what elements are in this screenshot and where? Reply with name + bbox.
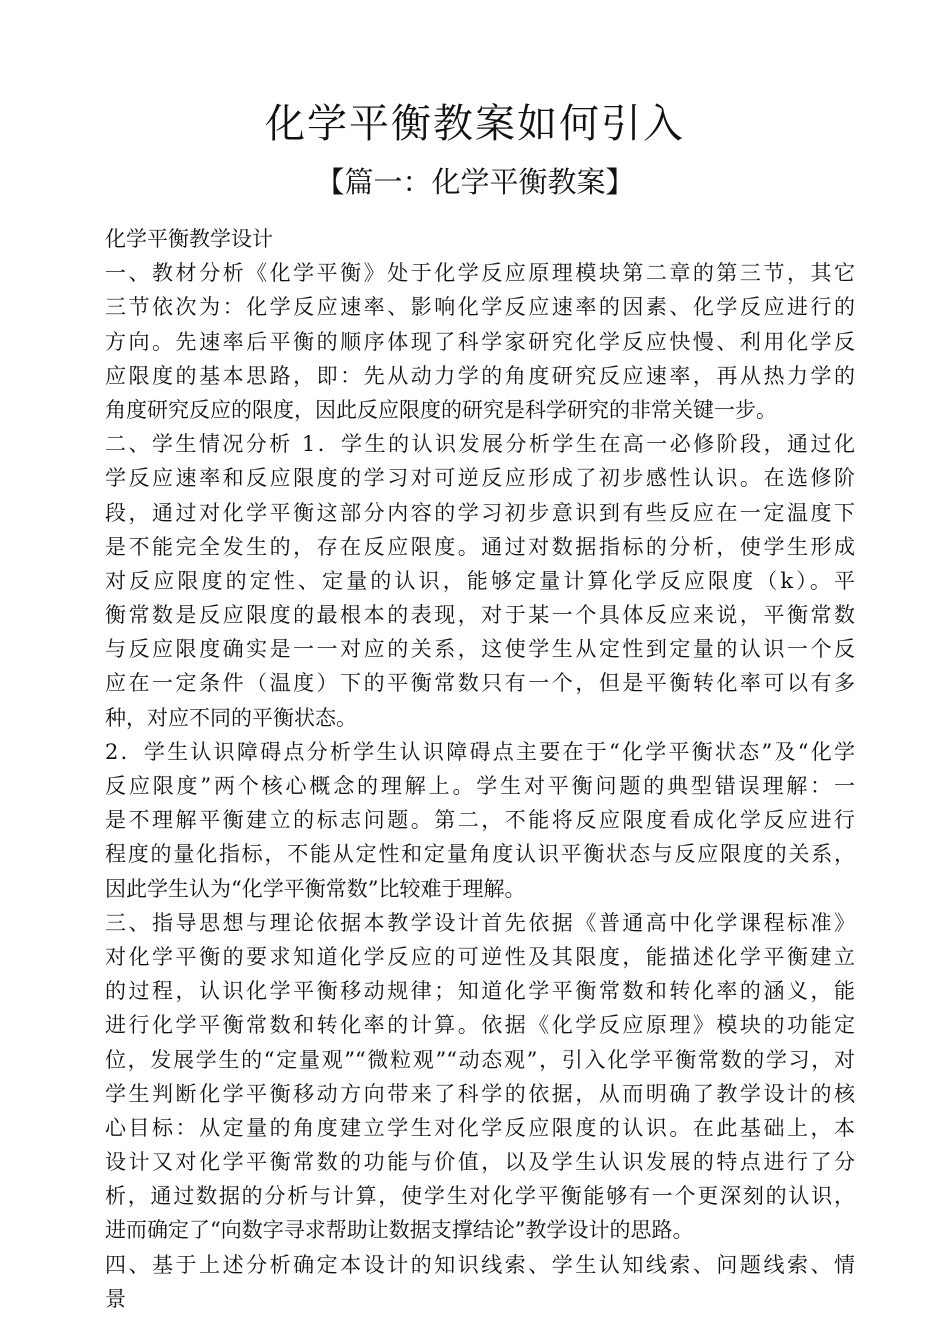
body-line: 程度的量化指标，不能从定性和定量角度认识平衡状态与反应限度的关系，: [105, 842, 855, 867]
body-line: 角度研究反应的限度，因此反应限度的研究是科学研究的非常关键一步。: [105, 397, 777, 422]
document-title: 化学平衡教案如何引入: [265, 101, 685, 147]
body-line: 与反应限度确实是一一对应的关系，这使学生从定性到定量的认识一个反: [105, 637, 855, 662]
body-line: 进而确定了“向数字寻求帮助让数据支撑结论”教学设计的思路。: [105, 1218, 694, 1243]
body-line: 心目标：从定量的角度建立学生对化学反应限度的认识。在此基础上，本: [105, 1115, 855, 1140]
body-line: 应限度的基本思路，即：先从动力学的角度研究反应速率，再从热力学的: [105, 363, 855, 388]
body-line: 景: [105, 1286, 126, 1311]
body-line: 衡常数是反应限度的最根本的表现，对于某一个具体反应来说，平衡常数: [105, 603, 855, 628]
body-line: 应在一定条件（温度）下的平衡常数只有一个，但是平衡转化率可以有多: [105, 671, 855, 696]
body-line: 进行化学平衡常数和转化率的计算。依据《化学反应原理》模块的功能定: [105, 1013, 855, 1038]
body-line: 学反应速率和反应限度的学习对可逆反应形成了初步感性认识。在选修阶: [105, 466, 855, 491]
body-line: 四、基于上述分析确定本设计的知识线索、学生认知线索、问题线索、情: [105, 1252, 855, 1277]
body-line: 设计又对化学平衡常数的功能与价值，以及学生认识发展的特点进行了分: [105, 1150, 855, 1175]
document-subtitle: 【篇一：化学平衡教案】: [315, 165, 635, 199]
body-line: 学生判断化学平衡移动方向带来了科学的依据，从而明确了教学设计的核: [105, 1081, 855, 1106]
body-line: 对化学平衡的要求知道化学反应的可逆性及其限度，能描述化学平衡建立: [105, 944, 855, 969]
body-line: 的过程，认识化学平衡移动规律；知道化学平衡常数和转化率的涵义，能: [105, 979, 855, 1004]
body-line: 三、指导思想与理论依据本教学设计首先依据《普通高中化学课程标准》: [105, 910, 855, 935]
body-line: 因此学生认为“化学平衡常数”比较难于理解。: [105, 876, 526, 901]
body-line: 对反应限度的定性、定量的认识，能够定量计算化学反应限度（k）。平: [105, 568, 855, 593]
body-line: 析，通过数据的分析与计算，使学生对化学平衡能够有一个更深刻的认识，: [105, 1184, 855, 1209]
body-line: 方向。先速率后平衡的顺序体现了科学家研究化学反应快慢、利用化学反: [105, 329, 855, 354]
body-line: 是不理解平衡建立的标志问题。第二，不能将反应限度看成化学反应进行: [105, 808, 855, 833]
body-line: 种，对应不同的平衡状态。: [105, 705, 357, 730]
body-line: 化学平衡教学设计: [105, 227, 273, 251]
body-line: 是不能完全发生的，存在反应限度。通过对数据指标的分析，使学生形成: [105, 534, 855, 559]
body-line: 位，发展学生的“定量观”“微粒观”“动态观”，引入化学平衡常数的学习，对: [105, 1047, 855, 1072]
document-body: [105, 222, 855, 1316]
body-line: 段，通过对化学平衡这部分内容的学习初步意识到有些反应在一定温度下: [105, 500, 855, 525]
body-line: 二、学生情况分析 1．学生的认识发展分析学生在高一必修阶段，通过化: [105, 432, 855, 457]
body-line: 三节依次为：化学反应速率、影响化学反应速率的因素、化学反应进行的: [105, 295, 855, 320]
body-line: 反应限度”两个核心概念的理解上。学生对平衡问题的典型错误理解：一: [105, 774, 855, 798]
body-line: 一、教材分析《化学平衡》处于化学反应原理模块第二章的第三节，其它: [105, 261, 855, 286]
body-line: 2．学生认识障碍点分析学生认识障碍点主要在于“化学平衡状态”及“化学: [105, 739, 855, 764]
